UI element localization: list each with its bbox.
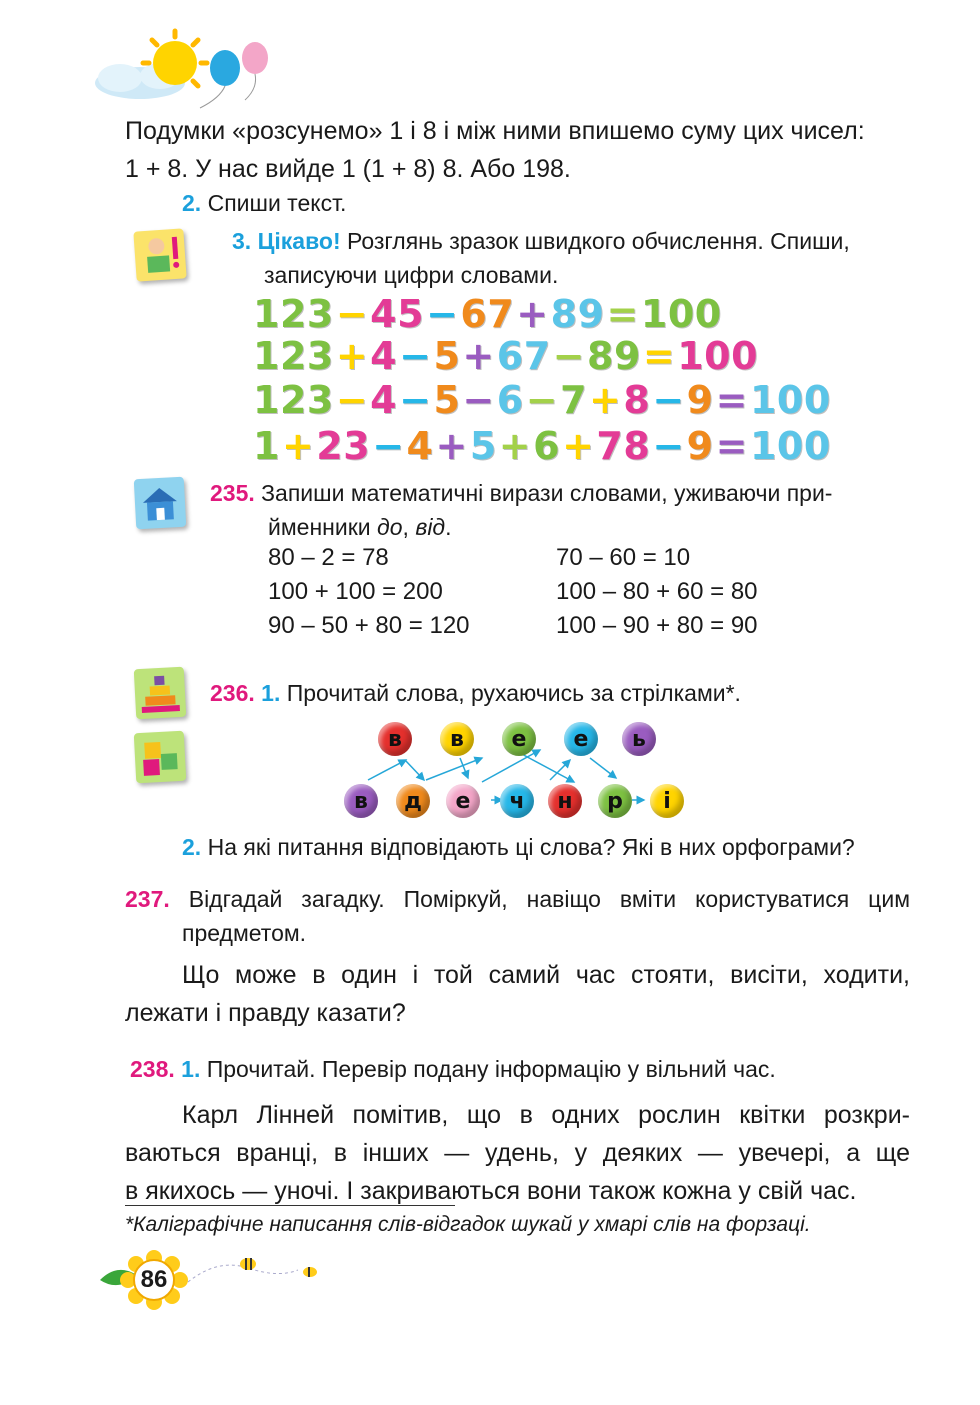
pyramid-toy-icon — [134, 667, 187, 720]
equation-token: 123 — [253, 378, 334, 422]
letter-blocks-icon — [134, 731, 187, 784]
ex235-number: 235. — [210, 480, 255, 506]
equation-token: 6 — [496, 378, 524, 422]
expr-left-1: 80 – 2 = 78 — [268, 544, 389, 571]
ex237-number: 237. — [125, 886, 170, 912]
exercise-237 — [125, 882, 910, 950]
ex236-number: 236. — [210, 680, 255, 706]
task-3-line-1 — [232, 224, 910, 258]
ball-bottom-3: е — [446, 784, 480, 818]
equation-token: 89 — [587, 334, 641, 378]
ex235-line-1 — [210, 476, 910, 510]
equation-token: + — [562, 424, 595, 468]
equation-token: 5 — [433, 334, 461, 378]
ball-bottom-5: н — [548, 784, 582, 818]
footnote-divider — [125, 1205, 455, 1206]
task-2 — [182, 186, 346, 220]
ex237-line-2: предметом. — [182, 920, 307, 946]
preposition-vid: від — [415, 514, 446, 540]
ex238-text: Прочитай. Перевір подану інформацію у вільний час. — [206, 1056, 776, 1082]
equation-token: + — [589, 378, 622, 422]
ex235-line-2 — [210, 510, 910, 544]
equation-token: − — [372, 424, 405, 468]
equation-token: − — [552, 334, 585, 378]
ex235-comma: , — [402, 514, 416, 540]
paragraph-line-1: Карл Лінней помітив, що в одних рослин квітки розкри- — [182, 1101, 910, 1129]
ex237-text-1: Відгадай загадку. Поміркуй, навіщо вміти користуватися цим — [188, 886, 911, 912]
equation-token: 7 — [560, 378, 588, 422]
equation-token: 100 — [749, 378, 831, 422]
exercise-238 — [130, 1052, 776, 1086]
equation-token: − — [462, 378, 495, 422]
equation-token: = — [715, 424, 748, 468]
ball-bottom-1: в — [344, 784, 378, 818]
equation-token: 89 — [550, 292, 605, 336]
page-number-decoration — [98, 1248, 328, 1318]
equation-token: 6 — [533, 424, 561, 468]
expr-right-3: 100 – 90 + 80 = 90 — [556, 612, 758, 639]
equation-token: + — [281, 424, 315, 468]
ball-top-2: в — [440, 722, 474, 756]
equation-token: 45 — [370, 292, 425, 336]
ex236-text-2: На які питання відповідають ці слова? Які в них орфограми? — [207, 834, 855, 860]
equation-token: 23 — [316, 424, 371, 468]
ball-top-3: е — [502, 722, 536, 756]
ex236-sub-1: 1. — [261, 680, 281, 706]
expr-left-3: 90 – 50 + 80 = 120 — [268, 612, 470, 639]
equation-token: − — [652, 424, 685, 468]
paragraph-line-2: ваються вранці, в інших — удень, у деяких — увечері, а ще — [125, 1139, 910, 1167]
equation-token: = — [606, 292, 639, 336]
preposition-do: до — [377, 514, 403, 540]
ex236-sub-2: 2. — [182, 834, 202, 860]
ex237-line-1 — [125, 882, 910, 916]
equation-token: − — [525, 378, 559, 422]
equation-token: − — [399, 334, 432, 378]
task-2-number: 2. — [182, 190, 202, 216]
equation-token: 1 — [253, 424, 280, 468]
exercise-235 — [210, 476, 910, 544]
reading-child-icon — [133, 228, 186, 281]
equation-token: + — [498, 424, 532, 468]
ball-top-1: в — [378, 722, 412, 756]
equation-token: 8 — [623, 378, 651, 422]
ball-bottom-4: ч — [500, 784, 534, 818]
equation-row-2 — [252, 334, 759, 378]
equation-token: 123 — [253, 292, 334, 336]
ball-bottom-7: і — [650, 784, 684, 818]
equation-token: + — [516, 292, 549, 336]
task-3-text-1: Розглянь зразок швидкого обчислення. Спиши, — [347, 228, 850, 254]
expr-right-1: 70 – 60 = 10 — [556, 544, 691, 571]
riddle-line-1: Що може в один і той самий час стояти, висіти, ходити, — [182, 961, 910, 989]
expr-right-2: 100 – 80 + 60 = 80 — [556, 578, 758, 605]
exercise-236 — [210, 676, 741, 710]
ex235-text-1: Запиши математичні вирази словами, уживаючи при- — [261, 480, 833, 506]
balloons-icon — [200, 42, 268, 108]
ball-top-5: ь — [622, 722, 656, 756]
equation-token: = — [715, 378, 748, 422]
intro-text — [125, 112, 910, 188]
ex236-part-2 — [182, 830, 855, 864]
equation-token: + — [435, 424, 468, 468]
page-number: 86 — [140, 1266, 168, 1293]
equation-token: 9 — [686, 424, 714, 468]
equation-token: + — [462, 334, 495, 378]
ball-bottom-6: р — [598, 784, 632, 818]
task-3-highlight: Цікаво! — [257, 228, 341, 254]
equation-token: 123 — [253, 334, 334, 378]
riddle-line-2: лежати і правду казати? — [125, 999, 406, 1027]
equation-token: − — [652, 378, 685, 422]
riddle — [125, 956, 910, 1032]
intro-line-2: 1 + 8. У нас вийде 1 (1 + 8) 8. Або 198. — [125, 155, 571, 183]
equation-token: 100 — [749, 424, 831, 468]
bee-icon — [240, 1258, 256, 1270]
equation-token: 100 — [640, 292, 722, 336]
equation-token: − — [399, 378, 432, 422]
header-decoration — [80, 28, 300, 118]
equation-token: − — [335, 378, 369, 422]
ex235-dot: . — [445, 514, 452, 540]
ex235-text-2: йменники — [268, 514, 378, 540]
task-3-number: 3. — [232, 228, 252, 254]
linnaeus-paragraph — [125, 1096, 910, 1210]
equation-token: 67 — [460, 292, 515, 336]
equation-token: 4 — [370, 334, 398, 378]
equation-row-1 — [252, 292, 723, 336]
equation-token: − — [335, 292, 369, 336]
equation-token: + — [335, 334, 369, 378]
ball-top-4: е — [564, 722, 598, 756]
equation-row-3 — [252, 378, 832, 422]
footnote: *Каліграфічне написання слів-відгадок шукай у хмарі слів на форзаці. — [125, 1213, 811, 1236]
equation-row-4 — [252, 424, 832, 468]
bee-icon-2 — [303, 1267, 317, 1277]
ex238-number: 238. — [130, 1056, 175, 1082]
intro-line-1: Подумки «розсунемо» 1 і 8 і між ними впишемо суму цих чисел: — [125, 117, 865, 145]
equation-token: 5 — [433, 378, 461, 422]
ex236-text-1: Прочитай слова, рухаючись за стрілками*. — [286, 680, 741, 706]
equation-token: 4 — [406, 424, 434, 468]
equation-token: 5 — [469, 424, 497, 468]
ex238-sub: 1. — [181, 1056, 201, 1082]
house-icon — [134, 477, 187, 530]
ball-bottom-2: д — [396, 784, 430, 818]
equation-token: − — [426, 292, 459, 336]
task-3 — [232, 224, 910, 292]
equation-token: 4 — [370, 378, 398, 422]
task-2-text: Спиши текст. — [207, 190, 347, 216]
equation-token: 9 — [686, 378, 714, 422]
paragraph-line-3: в якихось — уночі. І закриваються вони також кожна у свій час. — [125, 1177, 857, 1205]
expr-left-2: 100 + 100 = 200 — [268, 578, 443, 605]
equation-token: = — [642, 334, 676, 378]
task-3-line-2: записуючи цифри словами. — [264, 262, 559, 288]
equation-token: 100 — [677, 334, 759, 378]
equation-token: 78 — [596, 424, 651, 468]
equation-token: 67 — [496, 334, 551, 378]
